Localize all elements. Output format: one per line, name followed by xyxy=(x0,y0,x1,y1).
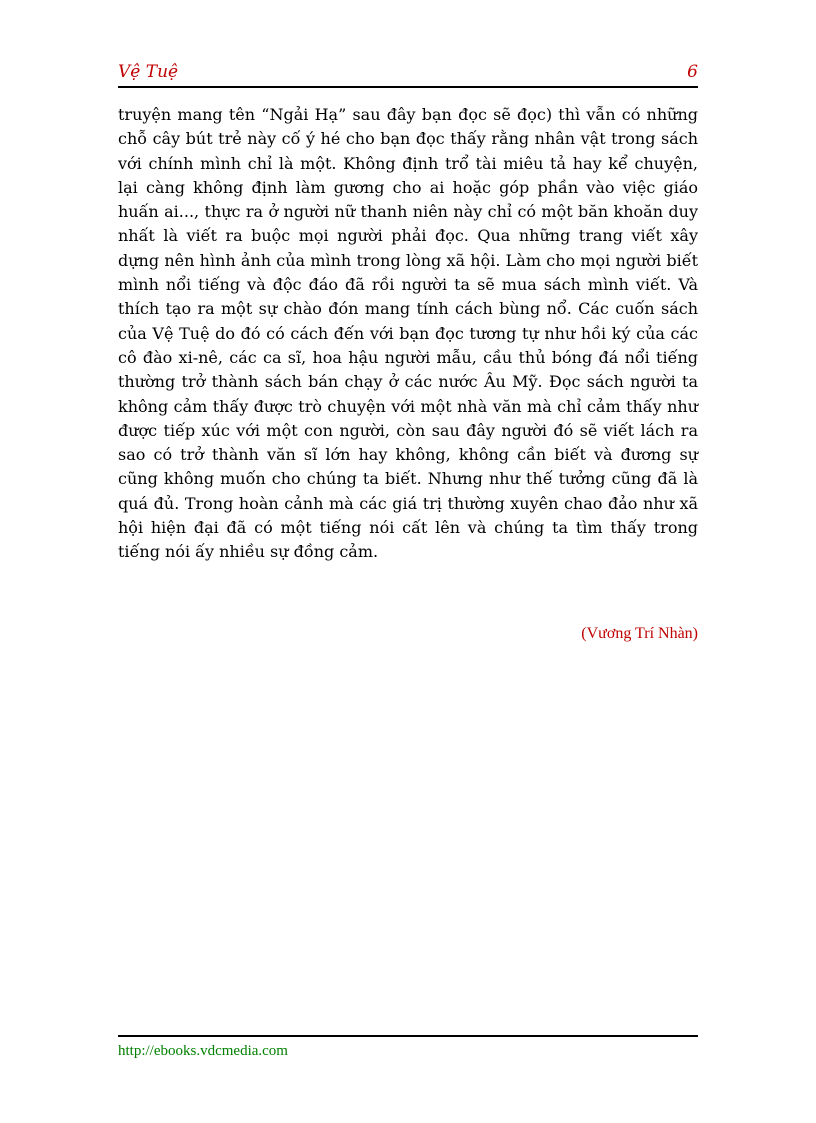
body-paragraph: truyện mang tên “Ngải Hạ” sau đây bạn đọc sẽ đọc) thì vẫn có những chỗ cây bút trẻ này cố ý hé cho bạn đọc thấy rằng nhân vật trong sách với chính mình chỉ là một. Không định trổ tài miêu tả hay kể chuyện, lại càng không định làm gương cho ai hoặc góp phần vào việc giáo huấn ai..., thực ra ở người nữ thanh niên này chỉ có một băn khoăn duy nhất là viết ra buộc mọi người phải đọc. Qua những trang viết xây dựng nên hình ảnh của mình trong lòng xã hội. Làm cho mọi người biết mình nổi tiếng và độc đáo đã rồi người ta sẽ mua sách mình viết. Và thích tạo ra một sự chào đón mang tính cách bùng nổ. Các cuốn sách của Vệ Tuệ do đó có cách đến với bạn đọc tương tự như hồi ký của các cô đào xi-nê, các ca sĩ, hoa hậu người mẫu, cầu thủ bóng đá nổi tiếng thường trở thành sách bán chạy ở các nước Âu Mỹ. Đọc sách người ta không cảm thấy được trò chuyện với một nhà văn mà chỉ cảm thấy như được tiếp xúc với một con người, còn sau đây người đó sẽ viết lách ra sao có trở thành văn sĩ lớn hay không, không cần biết và đương sự cũng không muốn cho chúng ta biết. Nhưng như thế tưởng cũng đã là quá đủ. Trong hoàn cảnh mà các giá trị thường xuyên chao đảo như xã hội hiện đại đã có một tiếng nói cất lên và chúng ta tìm thấy trong tiếng nói ấy nhiều sự đồng cảm. xyxy=(118,105,698,562)
body-text xyxy=(118,103,698,565)
author-signature: (Vương Trí Nhàn) xyxy=(581,625,698,642)
page-number: 6 xyxy=(687,62,698,82)
footer-link[interactable]: http://ebooks.vdcmedia.com xyxy=(118,1043,288,1059)
page-header xyxy=(118,60,698,88)
book-title: Vệ Tuệ xyxy=(118,62,179,82)
footer-divider xyxy=(118,1035,698,1037)
